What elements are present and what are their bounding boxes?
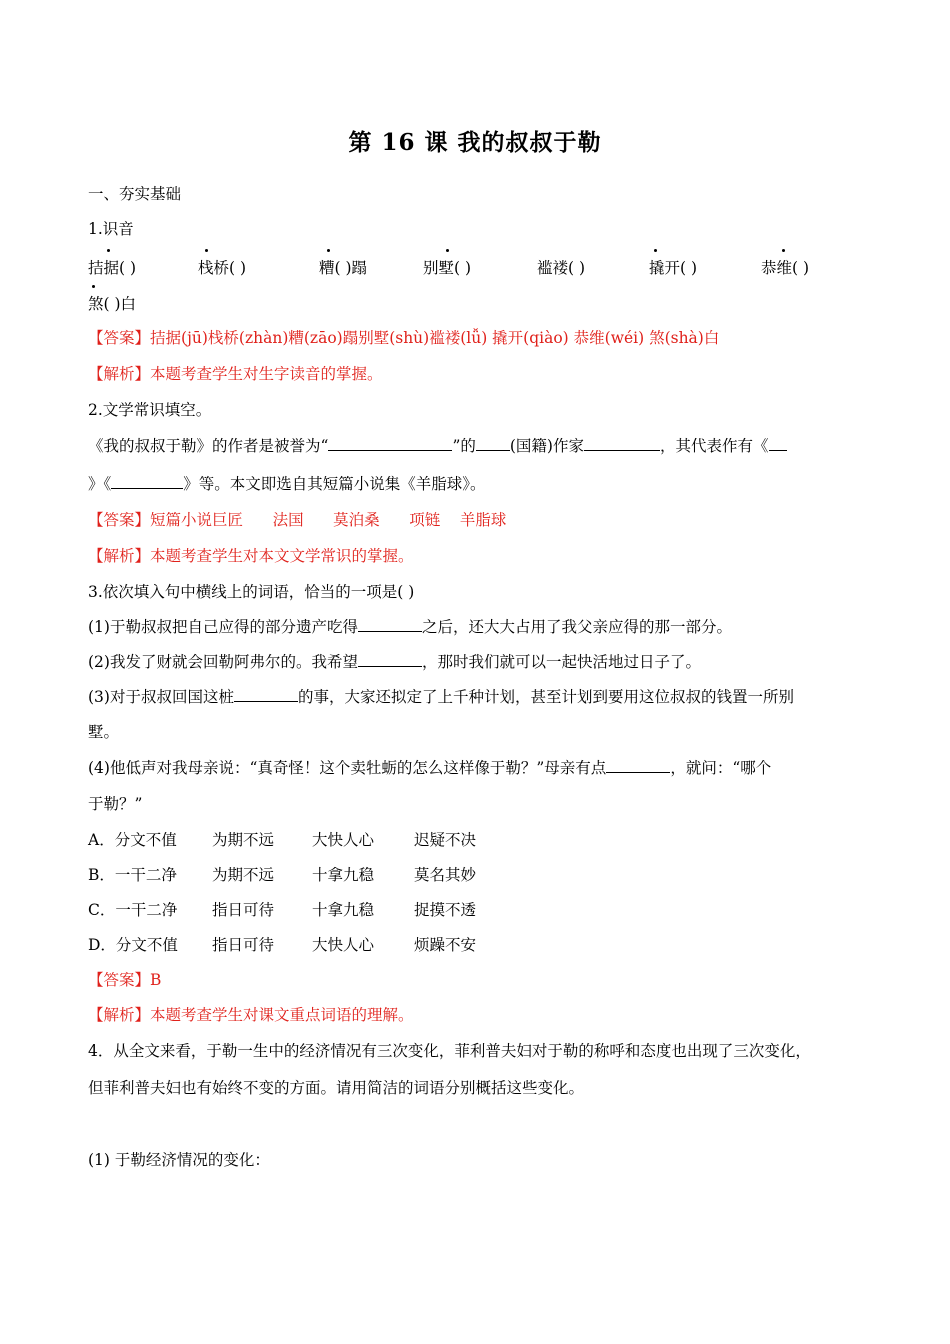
emphasis-dot-icon bbox=[654, 249, 657, 252]
fill-blank bbox=[769, 436, 787, 451]
option-text: D．分文不值 bbox=[88, 936, 178, 954]
q3-text: (3)对于叔叔回国这桩 bbox=[88, 688, 234, 706]
q4-line-1: 4．从全文来看，于勒一生中的经济情况有三次变化，菲利普夫妇对于勒的称呼和态度也出现了三次变化， bbox=[88, 1042, 811, 1060]
q2-heading: 2.文学常识填空。 bbox=[88, 401, 212, 419]
q3-sentence-1 bbox=[88, 617, 732, 637]
analysis-text: 本题考查学生对本文文学常识的掌握。 bbox=[150, 547, 414, 565]
emphasis-dot-icon bbox=[782, 249, 785, 252]
pinyin-item: 恭维( ) bbox=[761, 259, 810, 277]
fill-blank bbox=[111, 474, 183, 489]
q3-text: (1)于勒叔叔把自己应得的部分遗产吃得 bbox=[88, 618, 358, 636]
fill-blank bbox=[606, 758, 670, 773]
analysis-label: 【解析】 bbox=[88, 547, 151, 565]
q3-text: ，那时我们就可以一起快活地过日子了。 bbox=[421, 653, 701, 671]
answer-label: 【答案】 bbox=[88, 511, 151, 529]
q3-sentence-2 bbox=[88, 652, 701, 672]
option-text: C．一干二净 bbox=[88, 901, 178, 919]
q2-text: 》等。本文即选自其短篇小说集《羊脂球》。 bbox=[183, 475, 486, 493]
pinyin-item: 栈桥( ) bbox=[198, 259, 247, 277]
option-text: 莫名其妙 bbox=[414, 866, 477, 884]
pinyin-item: 褴褛( ) bbox=[537, 259, 586, 277]
page-title: 第 16 课 我的叔叔于勒 bbox=[348, 129, 602, 156]
option-text: 十拿九稳 bbox=[312, 901, 375, 919]
fill-blank bbox=[328, 436, 452, 451]
option-text: 迟疑不决 bbox=[414, 831, 477, 849]
answer-text: B bbox=[150, 971, 162, 989]
q3-analysis bbox=[88, 1005, 414, 1025]
option-text: 大快人心 bbox=[312, 831, 375, 849]
analysis-label: 【解析】 bbox=[88, 365, 151, 383]
q1-answer bbox=[88, 328, 719, 348]
emphasis-dot-icon bbox=[327, 249, 330, 252]
q3-text: (4)他低声对我母亲说：“真奇怪！这个卖牡蛎的怎么这样像于勒？”母亲有点 bbox=[88, 759, 607, 777]
q4-line-2: 但菲利普夫妇也有始终不变的方面。请用简洁的词语分别概括这些变化。 bbox=[88, 1079, 585, 1097]
emphasis-dot-icon bbox=[107, 249, 110, 252]
q2-line2 bbox=[88, 474, 486, 494]
q4-sub-1: (1) 于勒经济情况的变化： bbox=[88, 1151, 270, 1169]
q2-text: ”的 bbox=[452, 437, 476, 455]
option-text: 指日可待 bbox=[212, 936, 275, 954]
emphasis-dot-icon bbox=[446, 249, 449, 252]
answer-text: 短篇小说巨匠 法国 莫泊桑 项链 羊脂球 bbox=[150, 511, 507, 529]
emphasis-dot-icon bbox=[205, 249, 208, 252]
q1-heading: 1.识音 bbox=[88, 220, 134, 238]
q3-heading: 3.依次填入句中横线上的词语，恰当的一项是( ) bbox=[88, 583, 415, 601]
q2-text: 》《 bbox=[88, 475, 112, 493]
q2-text: (国籍)作家 bbox=[509, 437, 584, 455]
option-text: 大快人心 bbox=[312, 936, 375, 954]
section-heading: 一、夯实基础 bbox=[88, 185, 182, 203]
pinyin-item: 糟( )蹋 bbox=[319, 259, 368, 277]
q3-sentence-3 bbox=[88, 687, 794, 707]
option-text: 捉摸不透 bbox=[414, 901, 477, 919]
analysis-text: 本题考查学生对生字读音的掌握。 bbox=[150, 365, 383, 383]
option-text: A．分文不值 bbox=[88, 831, 177, 849]
option-text: 十拿九稳 bbox=[312, 866, 375, 884]
option-text: 为期不远 bbox=[212, 866, 275, 884]
q1-analysis bbox=[88, 364, 383, 384]
q3-sentence-4 bbox=[88, 758, 771, 778]
q3-text: (2)我发了财就会回勒阿弗尔的。我希望 bbox=[88, 653, 358, 671]
pinyin-item: 拮据( ) bbox=[88, 259, 137, 277]
pinyin-item: 煞( )白 bbox=[88, 295, 137, 313]
answer-text: 拮据(jū)栈桥(zhàn)糟(zāo)蹋别墅(shù)褴褛(lǚ) 撬开(qiào) 恭维(wéi) 煞(shà)白 bbox=[150, 329, 720, 347]
q3-answer bbox=[88, 970, 161, 990]
q3-sentence-4-cont: 于勒？” bbox=[88, 795, 143, 813]
fill-blank bbox=[358, 617, 422, 632]
pinyin-item: 撬开( ) bbox=[649, 259, 698, 277]
q3-text: 之后，还大大占用了我父亲应得的那一部分。 bbox=[421, 618, 732, 636]
fill-blank bbox=[476, 436, 510, 451]
q3-sentence-3-cont: 墅。 bbox=[88, 723, 120, 741]
option-text: 为期不远 bbox=[212, 831, 275, 849]
q2-analysis bbox=[88, 546, 414, 566]
q2-line1 bbox=[88, 436, 787, 456]
q3-text: 的事，大家还拟定了上千种计划，甚至计划到要用这位叔叔的钱置一所别 bbox=[297, 688, 794, 706]
q2-answer bbox=[88, 510, 506, 530]
emphasis-dot-icon bbox=[92, 285, 95, 288]
q3-text: ，就问：“哪个 bbox=[670, 759, 772, 777]
analysis-text: 本题考查学生对课文重点词语的理解。 bbox=[150, 1006, 414, 1024]
answer-label: 【答案】 bbox=[88, 971, 151, 989]
fill-blank bbox=[358, 652, 422, 667]
option-text: 烦躁不安 bbox=[414, 936, 477, 954]
option-text: B．一干二净 bbox=[88, 866, 177, 884]
pinyin-item: 别墅( ) bbox=[423, 259, 472, 277]
q2-text: 《我的叔叔于勒》的作者是被誉为“ bbox=[88, 437, 329, 455]
fill-blank bbox=[584, 436, 660, 451]
q2-text: ，其代表作有《 bbox=[659, 437, 769, 455]
analysis-label: 【解析】 bbox=[88, 1006, 151, 1024]
option-text: 指日可待 bbox=[212, 901, 275, 919]
answer-label: 【答案】 bbox=[88, 329, 151, 347]
fill-blank bbox=[234, 687, 298, 702]
